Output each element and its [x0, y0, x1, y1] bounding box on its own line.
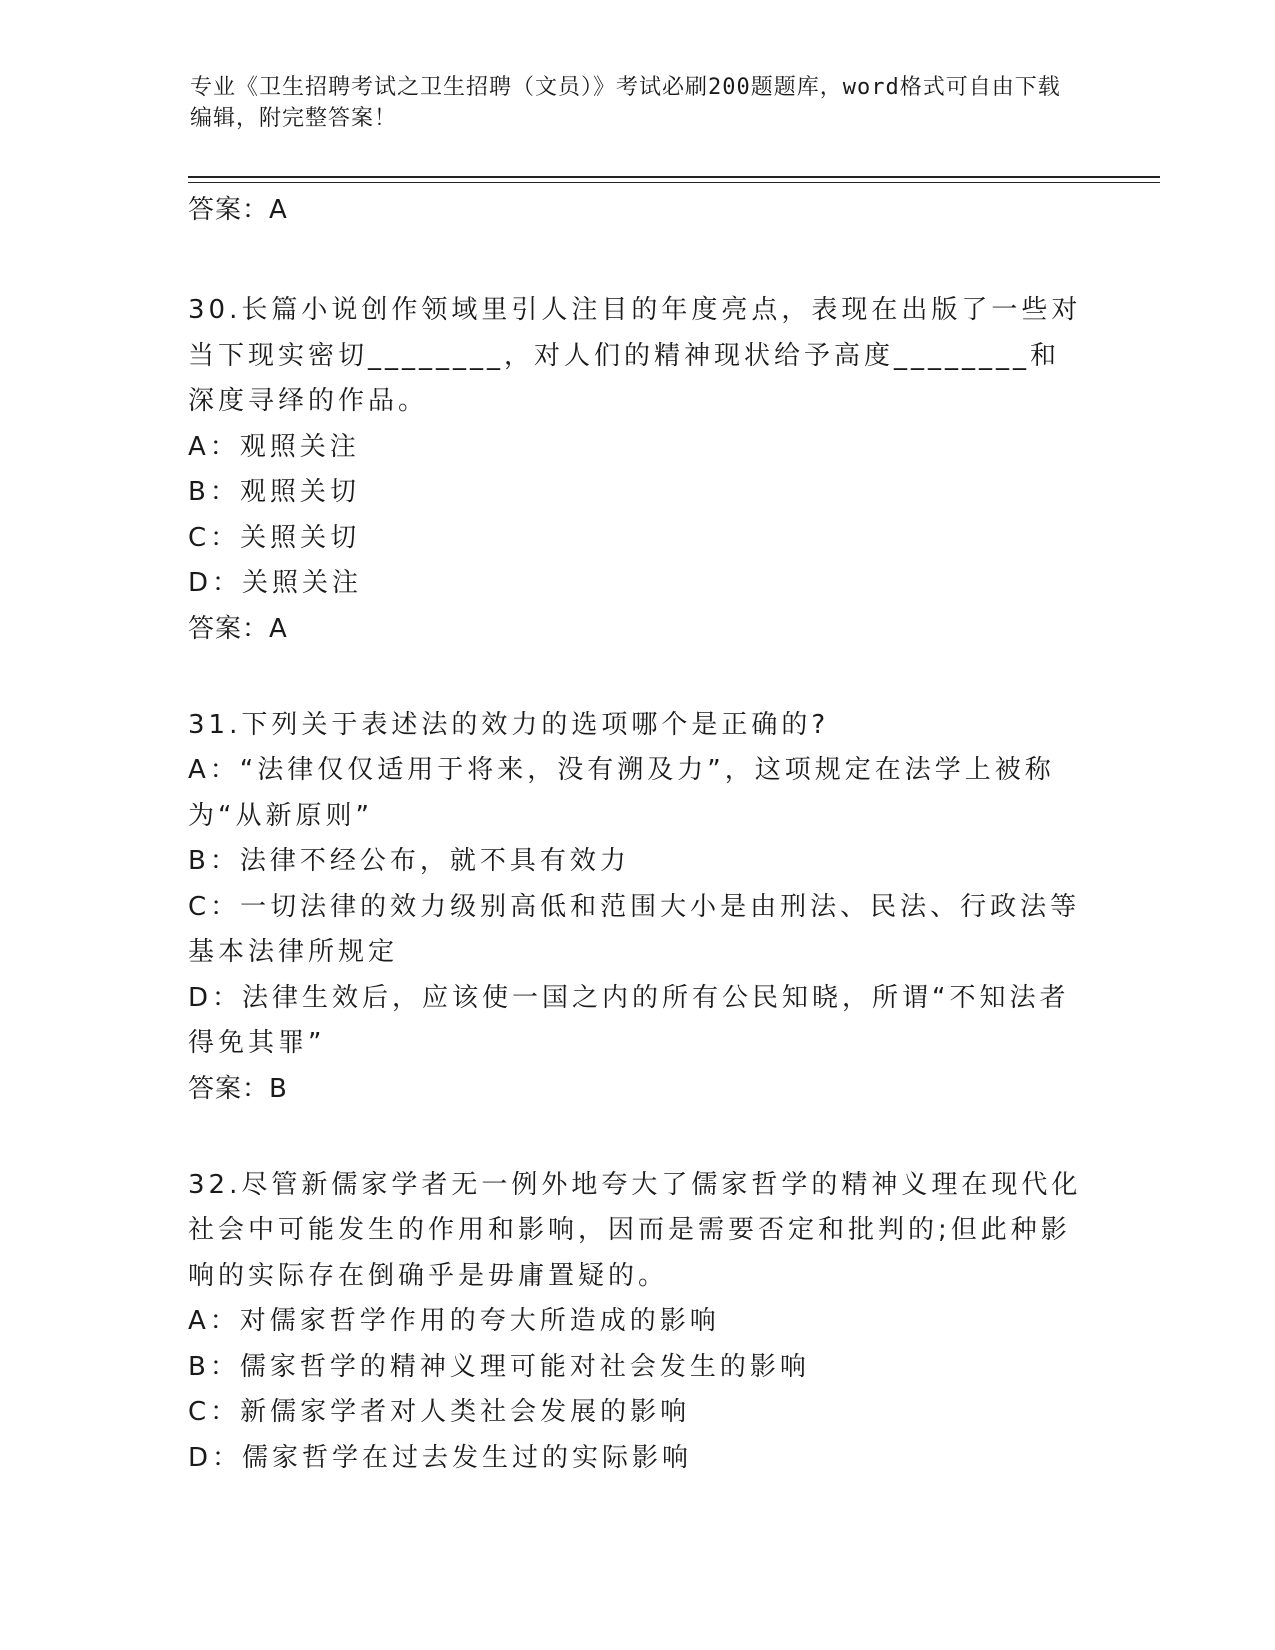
question-32-option-b: B：儒家哲学的精神义理可能对社会发生的影响: [188, 1351, 810, 1382]
question-31-option-a: A：“法律仅仅适用于将来，没有溯及力”，这项规定在法学上被称为“从新原则”: [188, 755, 1055, 831]
header-rule-thin: [188, 182, 1160, 183]
question-30-option-b: B：观照关切: [188, 477, 360, 507]
answer-31: 答案：B: [188, 1073, 288, 1104]
question-32-option-c: C：新儒家学者对人类社会发展的影响: [188, 1397, 691, 1427]
question-31-option-b: B：法律不经公布，就不具有效力: [188, 846, 630, 876]
question-32-option-a: A：对儒家哲学作用的夸大所造成的影响: [188, 1306, 720, 1336]
answer-29: 答案：A: [188, 195, 288, 225]
document-body: [188, 190, 1088, 1481]
document-header: 专业《卫生招聘考试之卫生招聘（文员）》考试必刷200题题库，word格式可自由下载编辑，附完整答案！: [190, 75, 1061, 131]
answer-30: 答案：A: [188, 613, 288, 644]
question-32-option-d: D：儒家哲学在过去发生过的实际影响: [188, 1442, 693, 1473]
header-rule-thick: [188, 176, 1160, 178]
question-31-option-c: C：一切法律的效力级别高低和范围大小是由刑法、民法、行政法等基本法律所规定: [188, 891, 1081, 967]
question-32: 32.尽管新儒家学者无一例外地夸大了儒家哲学的精神义理在现代化社会中可能发生的作用和影响，因而是需要否定和批判的;但此种影响的实际存在倒确乎是毋庸置疑的。: [188, 1169, 1082, 1291]
question-30-option-c: C：关照关切: [188, 522, 361, 553]
question-31-option-d: D：法律生效后，应该使一国之内的所有公民知晓，所谓“不知法者得免其罪”: [188, 982, 1070, 1058]
question-30: 30.长篇小说创作领域里引人注目的年度亮点，表现在出版了一些对当下现实密切________，对人们的精神现状给予高度________和深度寻绎的作品。: [188, 295, 1082, 416]
question-30-option-a: A：观照关注: [188, 431, 360, 462]
question-30-option-d: D：关照关注: [188, 568, 363, 598]
question-31: 31.下列关于表述法的效力的选项哪个是正确的?: [188, 709, 830, 740]
